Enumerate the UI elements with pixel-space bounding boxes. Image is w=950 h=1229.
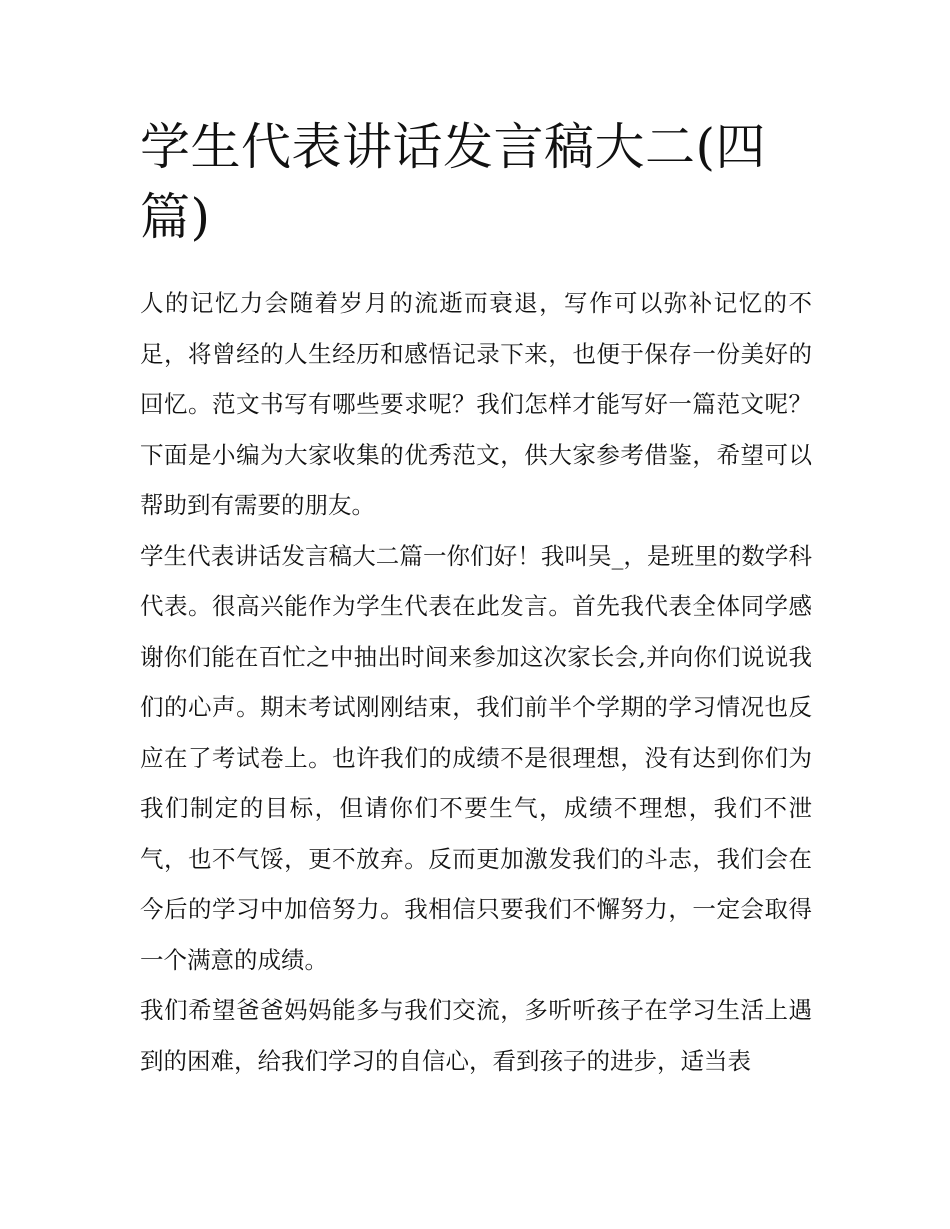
document-title: 学生代表讲话发言稿大二(四篇) (140, 118, 767, 246)
paragraph-parents-communication: 我们希望爸爸妈妈能多与我们交流，多听听孩子在学习生活上遇到的困难，给我们学习的自信心，看到孩子的进步，适当表 (140, 996, 812, 1075)
document-body (140, 278, 812, 1086)
document-page (140, 112, 812, 1086)
paragraph-speech-one: 学生代表讲话发言稿大二篇一你们好！我叫吴_，是班里的数学科代表。很高兴能作为学生代表在此发言。首先我代表全体同学感谢你们能在百忙之中抽出时间来参加这次家长会,并向你们说说我们的心声。期末考试刚刚结束，我们前半个学期的学习情况也反应在了考试卷上。也许我们的成绩不是很理想，没有达到你们为我们制定的目标，但请你们不要生气，成绩不理想，我们不泄气，也不气馁，更不放弃。反而更加激发我们的斗志，我们会在今后的学习中加倍努力。我相信只要我们不懈努力，一定会取得一个满意的成绩。 (140, 541, 812, 974)
paragraph-intro: 人的记忆力会随着岁月的流逝而衰退，写作可以弥补记忆的不足，将曾经的人生经历和感悟记录下来，也便于保存一份美好的回忆。范文书写有哪些要求呢？我们怎样才能写好一篇范文呢？下面是小编为大家收集的优秀范文，供大家参考借鉴，希望可以帮助到有需要的朋友。 (140, 289, 812, 519)
